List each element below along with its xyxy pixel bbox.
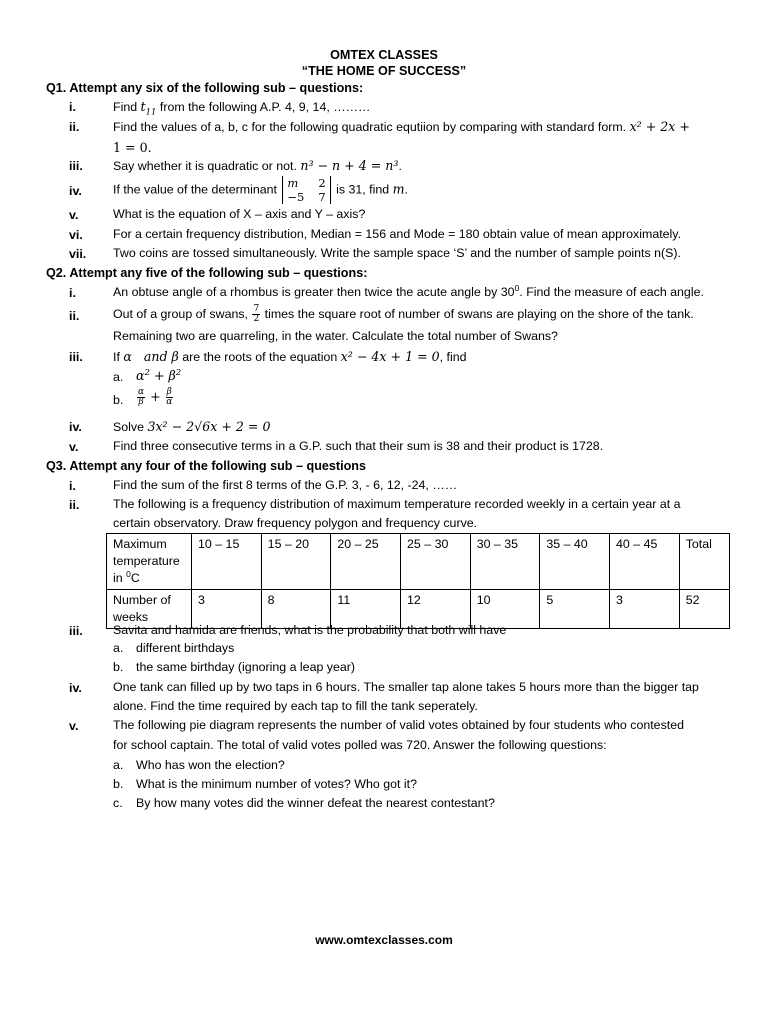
q3-iii-text: Savita and hamida are friends, what is the probability that both will have xyxy=(113,623,507,637)
page-title: OMTEX CLASSES xyxy=(330,48,438,62)
table-cell: 10 xyxy=(470,590,540,629)
q1-iii-text: Say whether it is quadratic or not. n³ − n + 4 = n³. xyxy=(113,158,402,173)
q3-iii-number: iii. xyxy=(69,624,83,638)
q2-ii-text: Out of a group of swans, $\frac{7}{2}$ times the square root of number of swans are playing on the shore of the tank. xyxy=(113,304,694,325)
table-cell: 35 – 40 xyxy=(540,534,610,590)
q3-v-sub-b-label: b. xyxy=(113,777,124,791)
table-cell: 5 xyxy=(540,590,610,629)
q1-v-number: v. xyxy=(69,208,79,222)
q2-ii-number: ii. xyxy=(69,309,80,323)
q2-iv-number: iv. xyxy=(69,420,82,434)
footer-website: www.omtexclasses.com xyxy=(315,933,453,947)
table-cell: 52 xyxy=(679,590,729,629)
q1-iii-number: iii. xyxy=(69,159,83,173)
table-cell: Total xyxy=(679,534,729,590)
table-cell: 8 xyxy=(261,590,331,629)
q2-iii-text: If α and β are the roots of the equation x² − 4x + 1 = 0, find xyxy=(113,349,467,364)
q3-iii-sub-b-text: the same birthday (ignoring a leap year) xyxy=(136,660,356,674)
table-cell: 40 – 45 xyxy=(610,534,680,590)
q1-heading: Q1. Attempt any six of the following sub – questions: xyxy=(46,81,364,95)
q2-iii-sub-b-expr: $\frac{\alpha}{\beta}$ + $\frac{\beta}{\alpha}$ xyxy=(138,387,173,407)
q1-vii-number: vii. xyxy=(69,247,87,261)
q1-iv-text: If the value of the determinant m 2 −5 7 is 31, find m. xyxy=(113,176,408,204)
q3-ii-text: The following is a frequency distribution of maximum temperature recorded weekly in a certain year at a xyxy=(113,497,681,511)
q3-v-sub-c-text: By how many votes did the winner defeat the nearest contestant? xyxy=(136,796,495,810)
q3-iii-sub-a-label: a. xyxy=(113,641,124,655)
table-cell: 3 xyxy=(192,590,262,629)
table-cell: 12 xyxy=(401,590,471,629)
table-cell: 25 – 30 xyxy=(401,534,471,590)
q3-v-sub-a-label: a. xyxy=(113,758,124,772)
q3-iv-number: iv. xyxy=(69,681,82,695)
q2-iii-sub-a-label: a. xyxy=(113,370,124,384)
table-row-header: Number of weeks xyxy=(107,590,192,629)
q2-iv-text: Solve 3x² − 2√6x + 2 = 0 xyxy=(113,419,271,434)
q2-v-text: Find three consecutive terms in a G.P. such that their sum is 38 and their product is 1728. xyxy=(113,439,604,453)
q1-iv-number: iv. xyxy=(69,184,82,198)
q1-ii-number: ii. xyxy=(69,120,80,134)
table-row xyxy=(107,534,730,590)
seven-halves-fraction: $\frac{7}{2}$ xyxy=(253,304,260,325)
q2-i-number: i. xyxy=(69,286,76,300)
q1-vii-text: Two coins are tossed simultaneously. Write the sample space ‘S’ and the number of sample points n(S). xyxy=(113,246,681,260)
table-cell: 11 xyxy=(331,590,401,629)
q3-iii-sub-b-label: b. xyxy=(113,660,124,674)
q3-v-sub-b-text: What is the minimum number of votes? Who got it? xyxy=(136,777,417,791)
q3-v-text-line2: for school captain. The total of valid votes polled was 720. Answer the following questions: xyxy=(113,738,607,752)
table-cell: 3 xyxy=(610,590,680,629)
q1-vi-text: For a certain frequency distribution, Median = 156 and Mode = 180 obtain value of mean approximately. xyxy=(113,227,682,241)
q1-v-text: What is the equation of X – axis and Y – axis? xyxy=(113,207,366,221)
page-subtitle: “THE HOME OF SUCCESS” xyxy=(301,64,467,78)
temperature-frequency-table xyxy=(106,533,730,629)
q3-i-number: i. xyxy=(69,479,76,493)
table-cell: 20 – 25 xyxy=(331,534,401,590)
q3-i-text: Find the sum of the first 8 terms of the G.P. 3, - 6, 12, -24, …… xyxy=(113,478,458,492)
q3-iii-sub-a-text: different birthdays xyxy=(136,641,235,655)
q1-i-text: Find $t_{11}$ from the following A.P. 4, 9, 14, ……… xyxy=(113,99,371,118)
table-row-header: Maximum temperature in $^0$C xyxy=(107,534,192,590)
determinant-matrix: m 2 −5 7 xyxy=(282,176,330,204)
q2-ii-text-line2: Remaining two are quarreling, in the water. Calculate the total number of Swans? xyxy=(113,329,558,343)
table-cell: 30 – 35 xyxy=(470,534,540,590)
q3-v-sub-c-label: c. xyxy=(113,796,123,810)
q2-iii-number: iii. xyxy=(69,350,83,364)
q3-v-sub-a-text: Who has won the election? xyxy=(136,758,285,772)
q3-v-text: The following pie diagram represents the number of valid votes obtained by four students who contested xyxy=(113,718,684,732)
q3-heading: Q3. Attempt any four of the following sub – questions xyxy=(46,459,366,473)
q3-iv-text-line2: alone. Find the time required by each tap to fill the tank seperately. xyxy=(113,699,478,713)
q2-iii-sub-a-expr: $\alpha^2 + \beta^2$ xyxy=(136,367,182,383)
q3-iv-text: One tank can filled up by two taps in 6 hours. The smaller tap alone takes 5 hours more than the bigger tap xyxy=(113,680,699,694)
q2-heading: Q2. Attempt any five of the following sub – questions: xyxy=(46,266,368,280)
q3-ii-number: ii. xyxy=(69,498,80,512)
table-cell: 10 – 15 xyxy=(192,534,262,590)
q2-i-text: An obtuse angle of a rhombus is greater then twice the acute angle by $30^0$. Find the measure of each angle. xyxy=(113,282,704,299)
q1-vi-number: vi. xyxy=(69,228,83,242)
q3-v-number: v. xyxy=(69,719,79,733)
q3-ii-text-line2: certain observatory. Draw frequency polygon and frequency curve. xyxy=(113,516,478,530)
q2-v-number: v. xyxy=(69,440,79,454)
q2-iii-sub-b-label: b. xyxy=(113,393,124,407)
q1-i-number: i. xyxy=(69,100,76,114)
table-cell: 15 – 20 xyxy=(261,534,331,590)
q1-ii-text: Find the values of a, b, c for the following quadratic equtiion by comparing with standard form. x² + 2x + 1 = 0. xyxy=(113,119,690,155)
